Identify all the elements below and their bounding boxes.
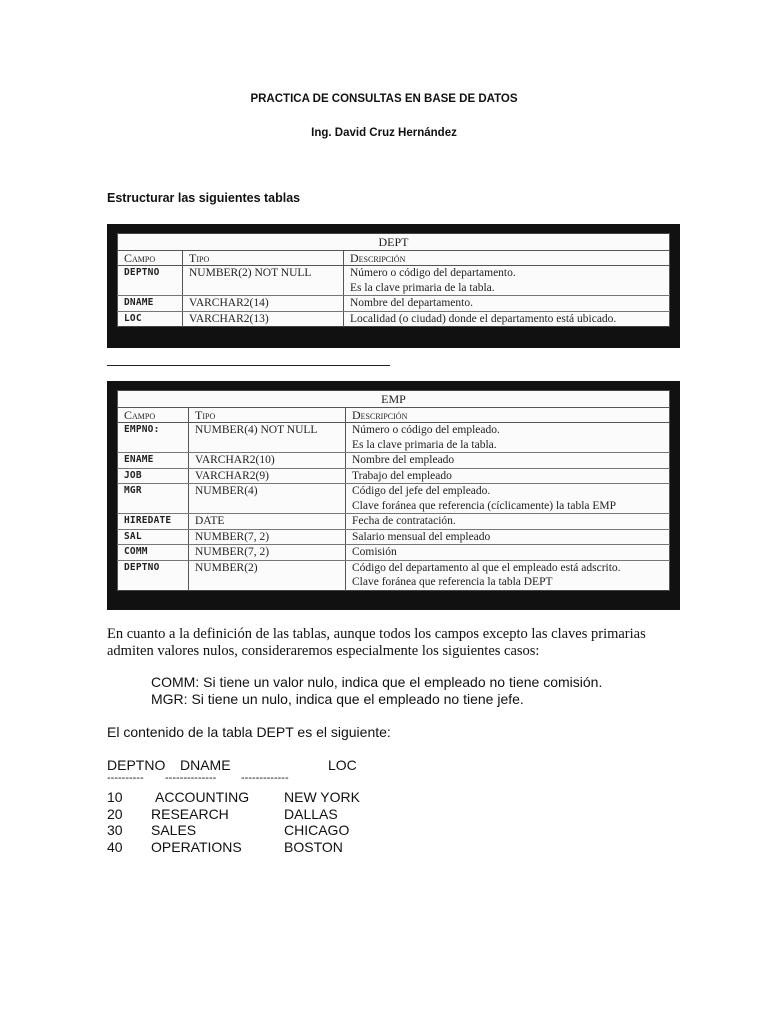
- dept-content-intro: El contenido de la tabla DEPT es el siguiente:: [107, 724, 391, 740]
- field-description: Localidad (o ciudad) donde el departamento está ubicado.: [344, 311, 670, 327]
- field-type: NUMBER(4): [189, 484, 346, 514]
- document-title: PRACTICA DE CONSULTAS EN BASE DE DATOS: [250, 93, 518, 105]
- column-header-tipo: Tipo: [183, 250, 344, 266]
- field-name: EMPNO:: [118, 423, 189, 453]
- field-type: VARCHAR2(9): [189, 468, 346, 484]
- field-name: HIREDATE: [118, 514, 189, 530]
- field-description: Nombre del departamento.: [344, 296, 670, 312]
- listing-cell: SALES: [151, 822, 197, 838]
- dept-listing: [107, 0, 507, 1024]
- column-header-tipo: Tipo: [189, 407, 346, 423]
- field-type: NUMBER(2): [189, 560, 346, 590]
- field-description: Salario mensual del empleado: [346, 529, 670, 545]
- listing-cell: ACCOUNTING: [155, 789, 250, 805]
- field-type: NUMBER(7, 2): [189, 545, 346, 561]
- field-name: JOB: [118, 468, 189, 484]
- field-name: DEPTNO: [118, 266, 183, 296]
- field-type: NUMBER(4) NOT NULL: [189, 423, 346, 453]
- field-description: Comisión: [346, 545, 670, 561]
- listing-cell: 30: [107, 822, 123, 838]
- listing-cell: DALLAS: [284, 806, 338, 822]
- listing-cell: BOSTON: [284, 839, 343, 855]
- listing-cell: NEW YORK: [284, 789, 360, 805]
- listing-dashes: --------------: [165, 772, 217, 784]
- description-line: Código del jefe del empleado.: [352, 485, 491, 497]
- column-header-descripcion: Descripción: [344, 250, 670, 266]
- field-description: Fecha de contratación.: [346, 514, 670, 530]
- description-line: Clave foránea que referencia (cíclicamente) la tabla EMP: [352, 499, 617, 512]
- paragraph-line: admiten valores nulos, consideraremos especialmente los siguientes casos:: [107, 643, 540, 659]
- paragraph-line: En cuanto a la definición de las tablas, aunque todos los campos excepto las claves primarias: [107, 626, 646, 642]
- listing-cell: 40: [107, 839, 123, 855]
- field-type: NUMBER(2) NOT NULL: [183, 266, 344, 296]
- listing-header-dname: DNAME: [180, 757, 231, 773]
- field-name: LOC: [118, 311, 183, 327]
- field-name: SAL: [118, 529, 189, 545]
- emp-table-title: EMP: [118, 391, 670, 408]
- field-name: ENAME: [118, 453, 189, 469]
- description-line: Número o código del departamento.: [350, 267, 516, 279]
- listing-cell: OPERATIONS: [151, 839, 242, 855]
- description-line: Es la clave primaria de la tabla.: [352, 438, 497, 451]
- description-line: Número o código del empleado.: [352, 424, 500, 436]
- section-title: Estructurar las siguientes tablas: [107, 191, 301, 205]
- listing-cell: RESEARCH: [151, 806, 229, 822]
- field-name: DNAME: [118, 296, 183, 312]
- listing-cell: 20: [107, 806, 123, 822]
- field-type: NUMBER(7, 2): [189, 529, 346, 545]
- listing-header-loc: LOC: [328, 757, 357, 773]
- field-description: Nombre del empleado: [346, 453, 670, 469]
- dept-table-title: DEPT: [118, 234, 670, 251]
- field-type: VARCHAR2(14): [183, 296, 344, 312]
- column-header-campo: Campo: [118, 407, 189, 423]
- description-line: Código del departamento al que el empleado está adscrito.: [352, 561, 621, 574]
- field-type: VARCHAR2(10): [189, 453, 346, 469]
- listing-cell: 10: [107, 789, 123, 805]
- field-description: Trabajo del empleado: [346, 468, 670, 484]
- field-type: VARCHAR2(13): [183, 311, 344, 327]
- author-name: Ing. David Cruz Hernández: [311, 127, 457, 139]
- field-name: COMM: [118, 545, 189, 561]
- field-type: DATE: [189, 514, 346, 530]
- case-comm: COMM: Si tiene un valor nulo, indica que el empleado no tiene comisión.: [151, 674, 603, 690]
- listing-dashes: -------------: [241, 772, 289, 784]
- listing-header-deptno: DEPTNO: [107, 757, 166, 773]
- field-name: DEPTNO: [118, 560, 189, 590]
- field-name: MGR: [118, 484, 189, 514]
- listing-cell: CHICAGO: [284, 822, 350, 838]
- description-line: Clave foránea que referencia la tabla DEPT: [352, 576, 553, 588]
- case-mgr: MGR: Si tiene un nulo, indica que el empleado no tiene jefe.: [151, 691, 524, 707]
- column-header-descripcion: Descripción: [346, 407, 670, 423]
- listing-dashes: ----------: [107, 772, 144, 784]
- description-line: Es la clave primaria de la tabla.: [350, 281, 495, 294]
- column-header-campo: Campo: [118, 250, 183, 266]
